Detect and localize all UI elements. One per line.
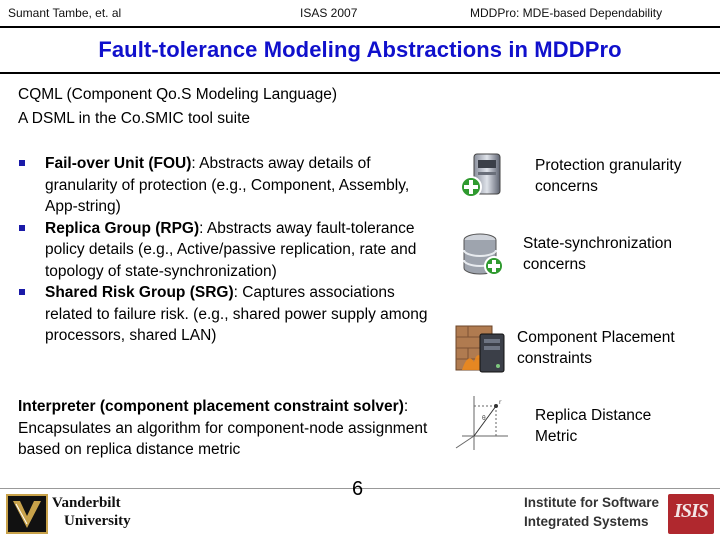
interpreter-paragraph: [18, 396, 438, 461]
vanderbilt-name-line-1: Vanderbilt: [52, 495, 121, 511]
concern-line-1: State-synchronization: [523, 235, 673, 252]
concern-line-2: Metric: [535, 428, 578, 445]
server-add-icon: [458, 150, 510, 202]
vanderbilt-name-line-2: University: [64, 513, 131, 529]
concern-label-distance: [535, 405, 651, 447]
intro-line-2: A DSML in the Co.SMIC tool suite: [18, 110, 251, 127]
page-number: 6: [352, 478, 364, 500]
concern-line-1: Protection granularity: [535, 157, 682, 174]
isis-mark-text: ISIS: [674, 500, 708, 522]
author-label: Sumant Tambe, et. al: [8, 6, 122, 20]
talk-title-label: MDDPro: MDE-based Dependability: [470, 6, 663, 20]
interpreter-desc: : Encapsulates an algorithm for component-node assignment based on replica distance metric: [18, 398, 428, 458]
isis-mark-icon: [668, 494, 714, 534]
bullet-list: [18, 153, 438, 347]
bullet-term: Shared Risk Group (SRG): [45, 284, 234, 301]
conference-label: ISAS 2007: [300, 6, 358, 20]
concern-line-1: Replica Distance: [535, 407, 652, 424]
bullet-term: Fail-over Unit (FOU): [45, 155, 192, 172]
bullet-square-icon: [19, 289, 25, 295]
bullet-fou: [18, 153, 438, 218]
slide-title: Fault-tolerance Modeling Abstractions in MDDPro: [98, 37, 622, 62]
concern-line-2: concerns: [523, 256, 586, 273]
svg-text:θ: θ: [482, 415, 486, 422]
bullet-square-icon: [19, 225, 25, 231]
svg-text:r: r: [499, 399, 502, 406]
database-add-icon: [458, 230, 510, 282]
bullet-desc: : Abstracts away fault-tolerance policy details (e.g., Active/passive replication, rate and topology of state-synchronization): [45, 219, 417, 280]
bullet-rpg: [18, 218, 438, 283]
bullet-term: Replica Group (RPG): [45, 219, 200, 237]
firewall-server-icon: [454, 322, 510, 376]
3d-axes-icon: [452, 392, 512, 452]
isis-logo: [522, 494, 716, 536]
interpreter-term: Interpreter (component placement constraint solver): [18, 398, 404, 415]
concern-line-1: Component Placement: [517, 329, 675, 346]
concern-label-state-sync: [523, 233, 672, 275]
bullet-srg: [18, 282, 438, 347]
isis-name-line-1: Institute for Software: [524, 495, 660, 510]
header-rule: [0, 26, 720, 28]
concern-label-placement: [517, 327, 675, 369]
vanderbilt-v-icon: [6, 494, 48, 534]
bullet-desc: : Captures associations related to failure risk. (e.g., shared power supply among processors, shared LAN): [45, 284, 428, 344]
bullet-square-icon: [19, 160, 25, 166]
concern-label-protection: [535, 155, 681, 197]
isis-name-line-2: Integrated Systems: [524, 514, 649, 529]
intro-line-1: CQML (Component Qo.S Modeling Language): [18, 86, 338, 103]
concern-line-2: concerns: [535, 178, 598, 195]
concern-line-2: constraints: [517, 350, 592, 367]
bullet-desc: : Abstracts away details of granularity of protection (e.g., Component, Assembly, App-string): [45, 155, 410, 215]
vanderbilt-logo: [6, 494, 136, 534]
title-rule: [0, 72, 720, 74]
